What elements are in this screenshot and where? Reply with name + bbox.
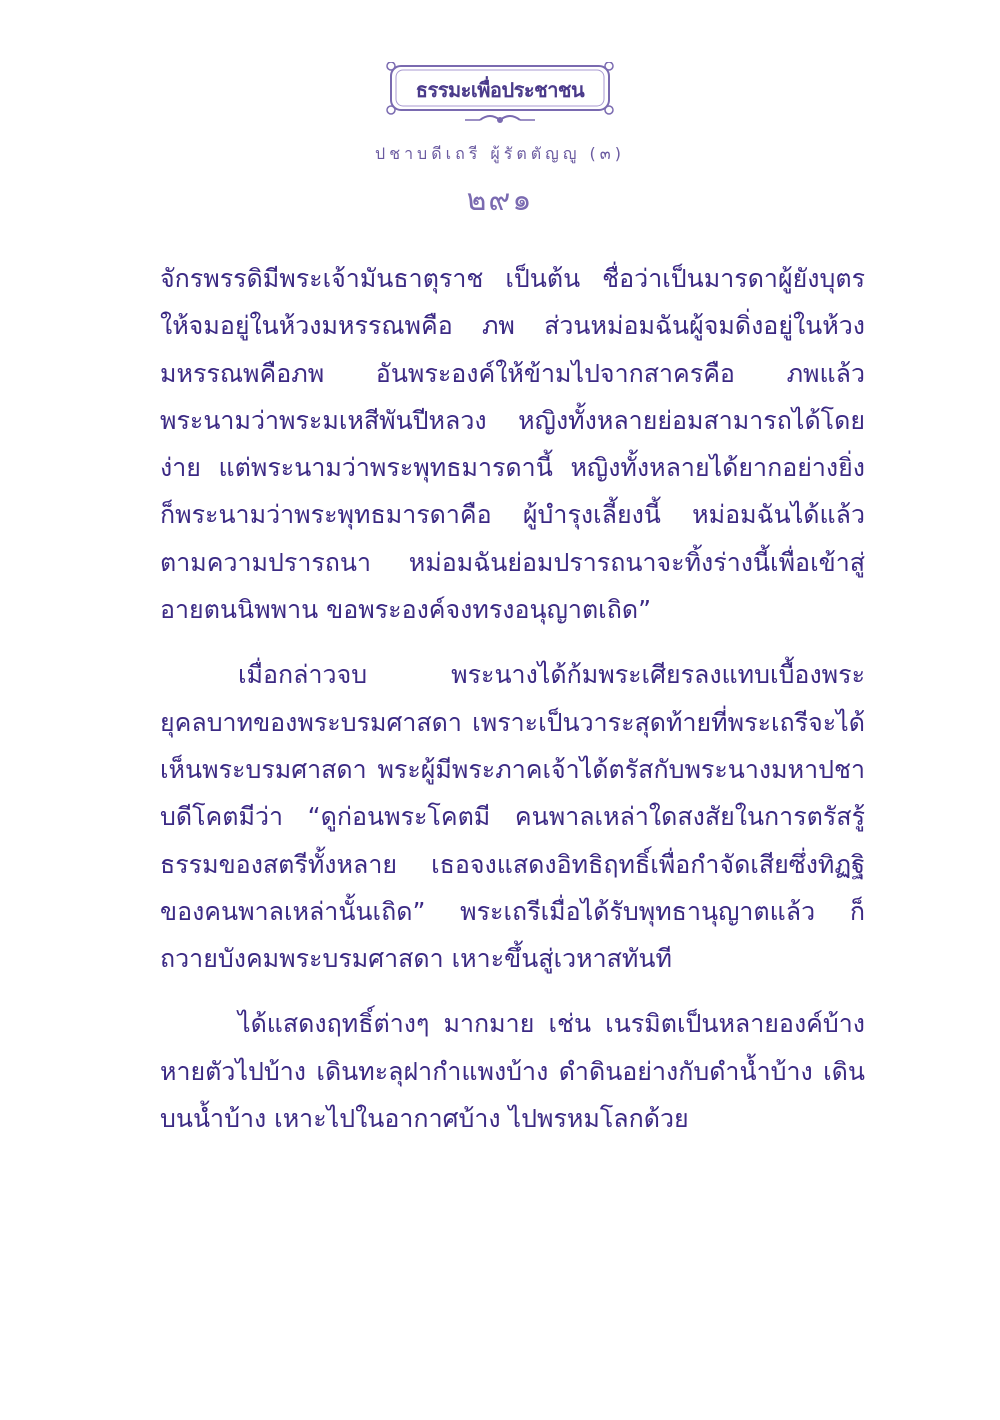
book-logo [385,62,615,132]
logo-text: ธรรมะเพื่อประชาชน [415,78,585,102]
page-number: ๒๙๑ [466,183,534,218]
page-header [0,62,1000,224]
chapter-title: ปชาบดีเถรี ผู้รัตตัญญู (๓) [375,144,625,163]
paragraph: ได้แสดงฤทธิ์ต่างๆ มากมาย เช่น เนรมิตเป็นหลายองค์บ้าง หายตัวไปบ้าง เดินทะลุฝากำแพงบ้าง ดำดินอย่างกับดำน้ำบ้าง เดินบนน้ำบ้าง เหาะไปในอากาศบ้าง ไปพรหมโลกด้วย [160,1009,865,1134]
paragraph: จักรพรรดิมีพระเจ้ามันธาตุราช เป็นต้น ชื่อว่าเป็นมารดาผู้ยังบุตรให้จมอยู่ในห้วงมหรรณพคือ ภพ ส่วนหม่อมฉันผู้จมดิ่งอยู่ในห้วงมหรรณพคือภพ อันพระองค์ให้ข้ามไปจากสาครคือ ภพแล้ว พระนามว่าพระมเหสีพันปีหลวง หญิงทั้งหลายย่อมสามารถได้โดยง่าย แต่พระนามว่าพระพุทธมารดานี้ หญิงทั้งหลายได้ยากอย่างยิ่ง ก็พระนามว่าพระพุทธมารดาคือ ผู้บำรุงเลี้ยงนี้ หม่อมฉันได้แล้วตามความปรารถนา หม่อมฉันย่อมปรารถนาจะทิ้งร่างนี้เพื่อเข้าสู่อายตนนิพพาน ขอพระองค์จงทรงอนุญาตเถิด” [160,264,865,625]
page-body [160,255,865,1160]
paragraph: เมื่อกล่าวจบ พระนางได้ก้มพระเศียรลงแทบเบื้องพระยุคลบาทของพระบรมศาสดา เพราะเป็นวาระสุดท้ายที่พระเถรีจะได้เห็นพระบรมศาสดา พระผู้มีพระภาคเจ้าได้ตรัสกับพระนางมหาปชาบดีโคตมีว่า “ดูก่อนพระโคตมี คนพาลเหล่าใดสงสัยในการตรัสรู้ธรรมของสตรีทั้งหลาย เธอจงแสดงอิทธิฤทธิ์เพื่อกำจัดเสียซึ่งทิฏฐิของคนพาลเหล่านั้นเถิด” พระเถรีเมื่อได้รับพุทธานุญาตแล้ว ก็ถวายบังคมพระบรมศาสดา เหาะขึ้นสู่เวหาสทันที [160,660,865,974]
